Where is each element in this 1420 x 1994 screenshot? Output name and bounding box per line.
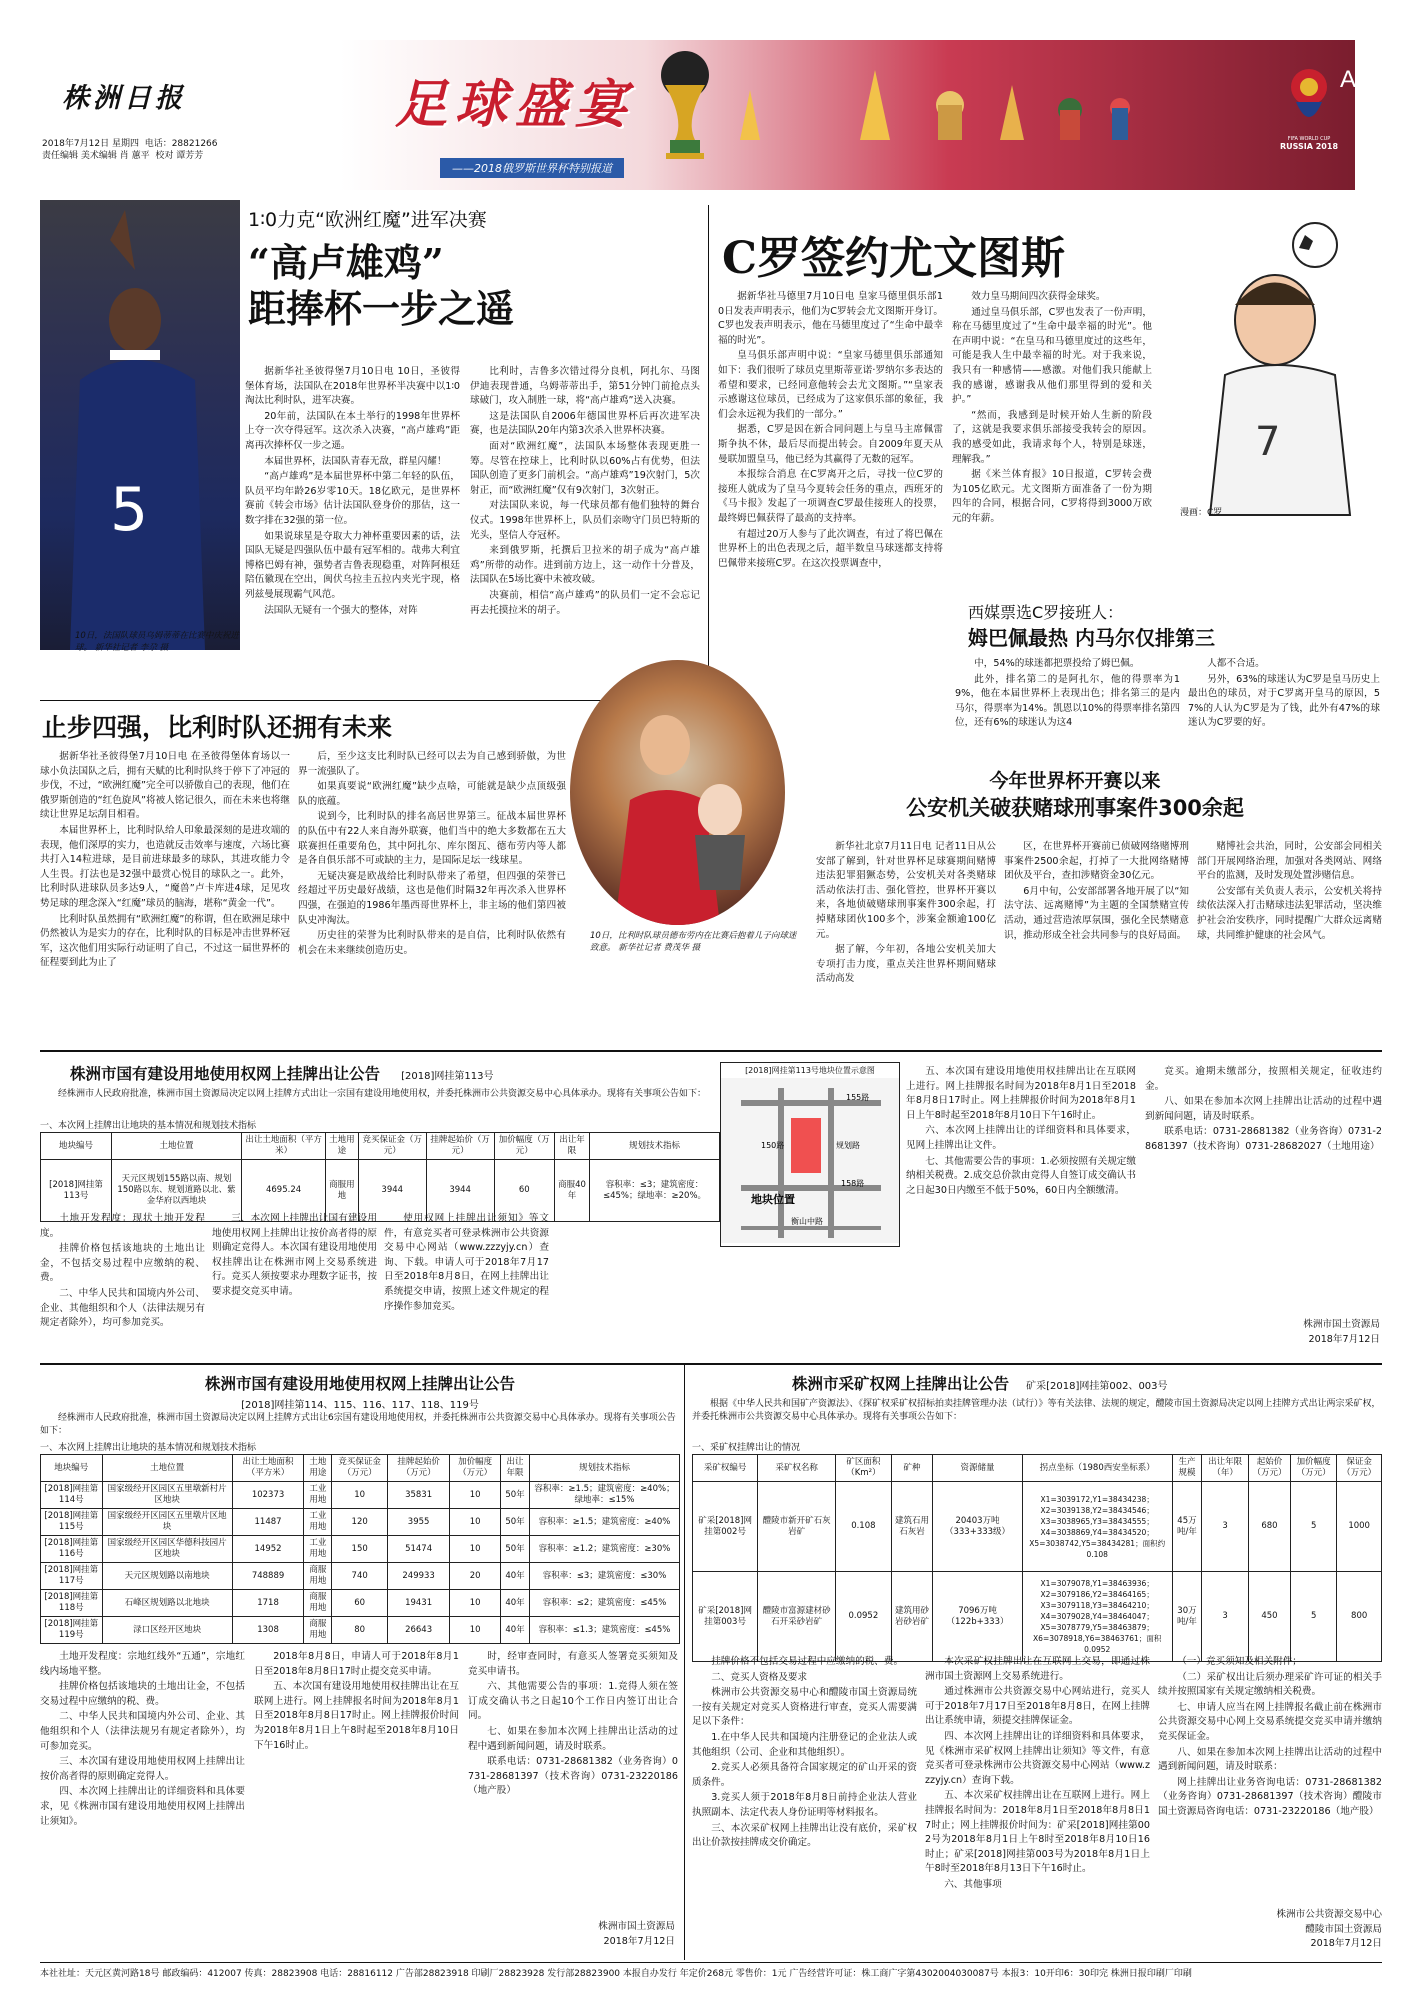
story1-kicker: 1∶0力克“欧洲红魔”进军决赛 [248,209,487,231]
story4-headline [850,768,1300,822]
ad1-ref: [2018]网挂第113号 [401,1071,494,1082]
ad3-ref: 矿采[2018]网挂第002、003号 [1026,1381,1168,1392]
photo-umtiti [40,200,240,650]
ad2-signature: 株洲市国土资源局 2018年7月12日 [598,1921,675,1947]
ad2-table-caption: 一、本次网上挂牌出让地块的基本情况和规划技术指标 [40,1443,257,1453]
map-label-155: 155路 [846,1093,870,1102]
ad3-body-col1: 挂牌价格不包括交易过程中应缴纳的税、费。 二、竞买人资格及要求 株洲市公共资源交易中心和醴陵市国土资源局统一按有关规定对竞买人资格进行审查，竞买人需要满足以下条件： 1.在中华人民共和国境内注册登记的企业法人或其他组织（公司、企业和其他组织）。 2.竞买人必须具备符合国家规定的矿山开采的资质条件。 3.竞买人须于2018年8月8日前持企业法人营业执照副本、法定代表人身份证明等材料报名。 三、本次采矿权网上挂牌出让没有底价，采矿权出让价款按挂牌成交价确定。 [692,1656,917,1849]
ad1-body-col2: 三、本次网上挂牌出让国有建设用地使用权网上挂牌出让按价高者得的原则确定竞得人。本次国有建设用地使用权挂牌出让在株洲市网上交易系统进行。竞买人须按要求办理数字证书，按要求提交竞买申请。 [212,1213,377,1297]
ad1-table-caption: 一、本次网上挂牌出让地块的基本情况和规划技术指标 [40,1121,257,1131]
ad2-ref: [2018]网挂第114、115、116、117、118、119号 [241,1400,479,1411]
story2-headline: C罗签约尤文图斯 [722,233,1066,284]
divider-horizontal-2 [40,1050,1382,1052]
cartoon-caption: 漫画：C罗 [1180,508,1223,518]
date-line: 2018年7月12日 星期四 电话：28821266 责任编辑 美术编辑 肖 蕙平 校对 谭芳芳 [42,139,218,161]
ad2-title: 株洲市国有建设用地使用权网上挂牌出让公告 [204,1375,515,1393]
ad1-map [720,1062,900,1247]
story4-col2: 区，在世界杯开赛前已侦破网络赌博刑事案件2500余起，打掉了一大批网络赌博团伙及平台，查扣涉赌资金30亿元。 6月中旬，公安部部署各地开展了以“知法守法、远离赌博”为主题的全国禁赌宣传活动，通过营造浓厚氛围，强化全民禁赌意识，推动形成全社会共同参与的良好局面。 [1004,841,1189,941]
ad1-map-title: [2018]网挂第113号地块位置示意图 [745,1066,875,1075]
story1-headline-line2: 距捧杯一步之遥 [248,286,515,331]
cartoon-ronaldo [1165,215,1380,535]
story3-col2: 后，至少这支比利时队已经可以去为自己感到骄傲，为世界一流强队了。 如果真要说“欧洲红魔”缺少点啥，可能就是缺少点顶级强队的底蕴。 说到今，比利时队的排名高居世界第三。征战本届世界杯的队伍中有22人来自海外联赛，他们当中的绝大多数都在五大联赛担任重要角色，其中阿扎尔、库尔图瓦、德布劳内等人都是各自俱乐部不可或缺的主力，是国际足坛一线球星。 无疑决赛是欧战给比利时队带来了希望，但四强的荣誉已经超过平历史最好战绩，这也是他们时隔32年再次杀入世界杯四强，在强迫的1986年墨西哥世界杯上，非主场的他们第四被队史冲淘汰。 历史往的荣誉为比利时队带来的是自信，比利时队依然有机会在未来继续创造历史。 [298,751,566,956]
paper-name: 株洲日报 [62,83,186,114]
story1-headline [248,240,628,332]
ad1-body-col3: 使用权网上挂牌出让须知》等文件，有意竞买者可登录株洲市公共资源交易中心网站（www.zzzyjy.cn）查询、下载。申请人可于2018年7月17日至2018年8月8日，在网上挂牌出让系统提交申请，按照上述文件规定的程序操作参加竞买。 [384,1213,549,1312]
story3-col1: 据新华社圣彼得堡7月10日电 在圣彼得堡体育场以一球小负法国队之后，拥有天赋的比利时队终于停下了冲冠的步伐，不过，“欧洲红魔”完全可以骄傲自己的表现，他们在俄罗斯创造的“红色旋风”将被人铭记很久，而在未来也将继续让世界足坛刮目相看。 本届世界杯上，比利时队给人印象最深刻的是进攻端的表现，他们深厚的实力，也造就反击效率与速度，六场比赛共打入14粒进球，是目前进球最多的球队，其进攻能力令人生畏。打法也是32强中最赏心悦目的球队之一。此外，比利时队进球队员多达9人，“魔兽”卢卡库进4球，足见攻势足球的理念深入“红魔”球员的脑海，堪称“黄金一代”。 比利时队虽然拥有“欧洲红魔”的称谓，但在欧洲足球中仍然被认为是实力的存在，比利时队的目标是冲击世界杯冠军，这次他们用实际行动证明了自己，不过这一届世界杯的征程要到此为止了 [40,751,290,969]
map-label-hengshan: 衡山中路 [791,1217,823,1226]
ad3-signature: 株洲市公共资源交易中心 醴陵市国土资源局 2018年7月12日 [1276,1909,1382,1950]
trophy-icon [630,45,740,165]
ad2-body-col3: 时，经审查同时，有意买人签署竞买须知及竞买申请书。 六、其他需要公告的事项：1.竞得人须在签订成交确认书之日起10个工作日内签订出让合同。 七、如果在参加本次网上挂牌出让活动的过程中遇到新闻问题，请及时联系。 联系电话：0731-28681382（业务咨询）0731-28681397（技术咨询）0731-23220186（地产股） [468,1651,678,1797]
story1-col2: 比利时，吉鲁多次错过得分良机，阿扎尔、马图伊迪表现普通，乌姆蒂蒂出手，第51分钟门前抢点头球破门，攻入制胜一球，将“高卢雄鸡”送入决赛。 这是法国队自2006年德国世界杯后再次进军决赛，也是法国队20年内第3次杀入世界杯决赛。 面对“欧洲红魔”，法国队本场整体表现更胜一筹。尽管在控球上，比利时队以60%占有优势，但法国队创造了更多门前机会。“高卢雄鸡”19次射门，5次射正，而“欧洲红魔”仅有9次射门，3次射正。 对法国队来说，每一代球员都有他们独特的舞台仪式。1998年世界杯上，队员们亲吻守门员巴特斯的光头，坚信人夺冠杯。 来到俄罗斯，托撰后卫拉米的胡子成为“高卢雄鸡”所带的动作。进到前方边上，这一动作十分普及，法国队在5场比赛中未被攻破。 决赛前，相信“高卢雄鸡”的队员们一定不会忘记再去托摸拉米的胡子。 [470,366,700,616]
section-title: 足球盛宴 [395,74,636,135]
world-cup-logo-icon [1278,62,1340,152]
map-label-150: 150路 [761,1141,785,1150]
ad2-body-col2: 2018年8月8日，申请人可于2018年8月1日至2018年8月8日17时止提交竞买申请。 五、本次国有建设用地使用权挂牌出让在互联网上进行。网上挂牌报名时间为2018年8月1日至2018年8月8日17时止。网上挂牌报价时间为2018年8月1日上午8时起至2018年8月10日下午16时止。 [254,1651,459,1751]
story4-headline-line2: 公安机关破获赌球刑事案件300余起 [906,796,1244,820]
logo-text: FIFA WORLD CUP [1287,136,1331,142]
story2-sub-headline: 姆巴佩最热 内马尔仅排第三 [968,626,1215,650]
footer-info: 本社社址：天元区黄河路18号 邮政编码：412007 传真：28823908 电话：28816112 广告部28823918 印刷厂28823928 发行部28823900 本报自办发行 年定价268元 零售价：1元 广告经营许可证：株工商广字第4302004030087号 本报3：10开印6：30印完 株洲日报印刷厂印刷 [40,1969,1192,1979]
section-subtitle: ——2018俄罗斯世界杯特别报道 [440,158,624,178]
story3-headline: 止步四强，比利时队还拥有未来 [42,713,393,742]
ad1-title: 株洲市国有建设用地使用权网上挂牌出让公告 [70,1065,381,1083]
map-label-site: 地块位置 [751,1193,795,1206]
story4-col1: 新华社北京7月11日电 记者11日从公安部了解到，针对世界杯足球赛期间赌博违法犯罪猖獗态势，公安机关对各类赌球活动依法打击、强化管控，世界杯开赛以来，各地侦破赌球刑事案件300余起，打掉赌球团伙100多个，涉案金额逾100亿元。 据了解，今年初，各地公安机关加大专项打击力度，重点关注世界杯期间赌球活动高发 [816,841,996,985]
story2-sub-col1: 中，54%的球迷都把票投给了姆巴佩。 此外，排名第二的是阿扎尔，他的得票率为19%，他在本届世界杯上表现出色；排名第三的是内马尔，得票率为14%。凯恩以10%的得票率排名第四位，还有6%的球迷认为这4 [955,658,1180,729]
ad1-body-col5: 竞买。逾期未缴部分，按照相关规定，征收违约金。 八、如果在参加本次网上挂牌出让活动的过程中遇到新闻问题，请及时联系。 联系电话：0731-28681382（业务咨询）0731-28681397（技术咨询）0731-28682027（土地用途） [1145,1066,1382,1152]
page-number: A4 [1340,66,1370,93]
story4-col3: 赌博社会共治，同时，公安部会同相关部门开展网络治理，加强对各类网站、网络平台的监测，及时发现处置涉赌信息。 公安部有关负责人表示，公安机关将持续依法深入打击赌球违法犯罪活动，坚决维护社会治安秩序，同时提醒广大群众远离赌球，共同维护健康的社会风气。 [1197,841,1382,941]
ad1-body-col1: 土地开发程度：现状土地开发程度。 挂牌价格包括该地块的土地出让金，不包括交易过程中应缴纳的税、费。 二、中华人民共和国境内外公司、企业、其他组织和个人（法律法规另有规定者除外），均可参加竞买。 [40,1213,205,1329]
ad1-header [40,1062,740,1084]
story2-col1: 据新华社马德里7月10日电 皇家马德里俱乐部10日发表声明表示，他们为C罗转会尤文图斯开身订。C罗也发表声明表示，他在马德里度过了“生命中最幸福的时光”。 皇马俱乐部声明中说：“皇家马德里俱乐部通知如下：我们很听了球员克里斯蒂亚诺·罗纳尔多表达的希望和要求，已经同意他转会去尤文图斯。”“皇家表示感谢这位球员，已经成为了这家俱乐部的象征，我们会永远视为我们的一部分。” 据悉，C罗是因在新合同问题上与皇马主席佩雷斯争执不休，最后尽而提出转会。自2009年夏天从曼联加盟皇马，他已经为其赢得了无数的冠军。 本报综合消息 在C罗离开之后，寻找一位C罗的接班人就成为了皇马今夏转会任务的重点，西班牙的《马卡报》发起了一项调查C罗最佳接班人的投票，最终姆巴佩获得了最高的支持率。 有超过20万人参与了此次调查，有过了将巴佩在世界杯上的出色表现之后，超半数皇马球迷都支持将巴佩带来接班C罗。在这次投票调查中， [718,291,943,569]
divider-horizontal-3 [40,1363,1382,1365]
story1-headline-line1: “高卢雄鸡” [248,240,444,285]
photo-caption-umtiti: 10日，法国队球员乌姆蒂蒂在比赛中庆祝进球。 新华社记者 李尕 摄 [75,631,239,653]
map-label-planned: 规划路 [836,1141,860,1150]
logo-country: RUSSIA 2018 [1279,142,1339,151]
ad3-header [692,1372,1382,1394]
svg-text:5: 5 [110,475,149,545]
ad2-table: 地块编号 土地位置 出让土地面积（平方米） 土地用途 竞买保证金（万元） 挂牌起始价（万元） 加价幅度（万元） 出让年限 规划技术指标 [2018]网挂第114号 国家级经开区园区五里墩新村片区地块 102373 工业用地 10 35831 10 50年 容积率：≥1.5；建筑密度：≥40%；绿地率：≤15% [2018]网挂第115号 国家级经开区园区五里墩片区地块 11487 工业用地 120 3955 10 50年 容积率：≥1.5；建筑密度：≥40% [2018]网挂第116号 国家级经开区园区华德科技园片区地块 14952 工业用地 150 51474 10 50年 容积率：≥1.2；建筑密度：≥30% [2018]网挂第117号 天元区规划路以南地块 748889 商服用地 740 249933 20 40年 容积率：≤3；建筑密度：≤30% [2018]网挂第118号 石峰区规划路以北地块 1718 商服用地 60 19431 10 40年 容积率：≤2；建筑密度：≤45% [2018]网挂第119号 渌口区经开区地块 1308 商服用地 80 26643 10 40年 容积率：≤1.3；建筑密度：≤45% [40,1454,680,1644]
ad3-body-col3: （一）竞买须知及相关附件； （二）采矿权出让后须办理采矿许可证的相关手续并按照国家有关规定缴纳相关税费。 七、申请人应当在网上挂牌报名截止前在株洲市公共资源交易中心网上交易系统提交竞买申请并缴纳竞买保证金。 八、如果在参加本次网上挂牌出让活动的过程中遇到新闻问题，请及时联系： 网上挂牌出让业务咨询电话：0731-28681382（业务咨询）0731-28681397（技术咨询）醴陵市国土资源局咨询电话：0731-23220186（地产股） [1158,1656,1382,1817]
story2-sub-col2: 人都不合适。 另外，63%的球迷认为C罗是皇马历史上最出色的球员，对于C罗离开皇马的原因，57%的人认为C罗是为了钱，此外有47%的球迷认为C罗要的好。 [1188,658,1380,729]
footer-rule [40,1962,1382,1963]
ad2-body-col1: 土地开发程度：宗地红线外“五通”，宗地红线内场地平整。 挂牌价格包括该地块的土地出让金，不包括交易过程中应缴纳的税、费。 二、中华人民共和国境内外公司、企业、其他组织和个人（法律法规另有规定者除外），均可参加竞买。 三、本次国有建设用地使用权网上挂牌出让按价高者得的原则确定竞得人。 四、本次网上挂牌出让的详细资料和具体要求，见《株洲市国有建设用地使用权网上挂牌出让须知》。 [40,1651,245,1827]
story2-col2: 效力皇马期间四次获得金球奖。 通过皇马俱乐部，C罗也发表了一份声明，称在马德里度过了“生命中最幸福的时光”。他在声明中说：“在皇马和马德里度过的这些年，可能是我人生中最幸福的时光。对于我来说，我只有一种感情——感激。对他们我只能献上我的感谢，感谢我从他们那里得到的爱和关护。” “然而，我感到是时候开始人生新的阶段了，这就是我要求俱乐部接受我转会的原因。我的感受如此，我请求每个人，特别是球迷，理解我。” 据《米兰体育报》10日报道，C罗转会费为105亿欧元。尤文图斯方面准备了一份为期四年的合同，根据合同，C罗将得到3000万欧元的年薪。 [952,291,1152,524]
masthead [0,0,1420,200]
ad1-intro: 经株洲市人民政府批准，株洲市国土资源局决定以网上挂牌方式出让一宗国有建设用地使用权，并委托株洲市公共资源交易中心具体承办。现将有关事项公告如下： [58,1089,707,1099]
ad3-body-col2: 本次采矿权挂牌出让在互联网上交易，即通过株洲市国土资源网上交易系统进行。 通过株洲市公共资源交易中心网站进行，竞买人可于2018年7月17日至2018年8月8日，在网上挂牌出让系统申请，须提交挂牌保证金。 四、本次网上挂牌出让的详细资料和具体要求，见《株洲市采矿权网上挂牌出让须知》等文件，有意竞买者可登录株洲市公共资源交易中心网站（www.zzzyjy.cn）查询下载。 五、本次采矿权挂牌出让在互联网上进行。网上挂牌报名时间为：2018年8月1日至2018年8月8日17时止；网上挂牌报价时间为：矿采[2018]网挂第002号为2018年8月1日上午8时至2018年8月10日16时止；矿采[2018]网挂第003号为2018年8月1日上午8时至2018年8月13日下午16时止。 六、其他事项 [925,1656,1150,1890]
ad1-body-col4: 五、本次国有建设用地使用权挂牌出让在互联网上进行。网上挂牌报名时间为2018年8月1日至2018年8月8日17时止。网上挂牌报价时间为2018年8月1日上午8时起至2018年8月10日下午16时止。 六、本次网上挂牌出让的详细资料和具体要求，见网上挂牌出让文件。 七、其他需要公告的事项：1.必须按照有关规定缴纳相关税费。2.成交总价款由竞得人自签订成交确认书之日起30日内缴至不低于50%，60日内全额缴清。 [906,1066,1136,1196]
photo-de-bruyne [570,660,785,925]
divider-vertical-mid [708,205,709,700]
ad1-table: 地块编号 土地位置 出让土地面积（平方米） 土地用途 竞买保证金（万元） 挂牌起始价（万元） 加价幅度（万元） 出让年限 规划技术指标 [2018]网挂第113号 天元区规划155路以南、规划150路以东、规划道路以北、紫金华府以西地块 4695.24 商服用地 3944 3944 60 商服40年 容积率：≤3；建筑密度：≤45%；绿地率：≥20%。 [40,1132,720,1222]
ad1-signature: 株洲市国土资源局 2018年7月12日 [1303,1319,1380,1345]
ad2-intro: 经株洲市人民政府批准，株洲市国土资源局决定以网上挂牌方式出让6宗国有建设用地使用权，并委托株洲市公共资源交易中心具体承办。现将有关事项公告如下： [40,1413,676,1436]
svg-text:7: 7 [1255,419,1281,465]
story2-sub-kicker: 西媒票选C罗接班人： [968,603,1124,622]
banner-skyline [700,50,1180,150]
story4-headline-line1: 今年世界杯开赛以来 [989,770,1161,792]
story1-col1: 据新华社圣彼得堡7月10日电 10日，圣彼得堡体育场，法国队在2018年世界杯半决赛中以1∶0淘汰比利时队，进军决赛。 20年前，法国队在本土举行的1998年世界杯上夺一次夺得冠军。这次杀入决赛，“高卢雄鸡”距离再次捧杯仅一步之遥。 本届世界杯，法国队青春无敌，群星闪耀！ “高卢雄鸡”是本届世界杯中第二年轻的队伍，队员平均年龄26岁零10天。18亿欧元，是世界杯赛前《转会市场》估计法国队登身价的那估，这一数字排在32强的第一位。 如果说球星是夺取大力神杯重要因素的话，法国队无疑是四强队伍中最有冠军相的。哉弗大利宜博格巴姆有神，强势者吉鲁表现稳重，对阵阿根廷陪伍徽现在空出，闽伏乌拉圭五拉内夹光宇现，格列兹曼展现霸气风范。 法国队无疑有一个强大的整体，对阵 [245,366,460,616]
ad3-table-caption: 一、采矿权挂牌出让的情况 [692,1443,801,1453]
divider-vertical-ads [684,1365,685,1960]
ad3-title: 株洲市采矿权网上挂牌出让公告 [792,1375,1010,1393]
map-label-158: 158路 [841,1179,865,1188]
ad3-intro: 根据《中华人民共和国矿产资源法》、《探矿权采矿权招标拍卖挂牌管理办法（试行）》等有关法律、法规的规定，醴陵市国土资源局决定以网上挂牌方式出让两宗采矿权，并委托株洲市公共资源交易中心具体承办。现将有关事项公告如下： [692,1399,1381,1422]
photo-caption-de-bruyne: 10日，比利时队球员德布劳内在比赛后抱着儿子向球迷致意。 新华社记者 费茂华 摄 [590,931,797,953]
ad3-table: 采矿权编号 采矿权名称 矿区面积（Km²） 矿种 资源储量 拐点坐标（1980西安坐标系） 生产规模 出让年限（年） 起始价（万元） 加价幅度（万元） 保证金（万元） 矿采[2018]网挂第002号 醴陵市新开矿石灰岩矿 0.108 建筑石用石灰岩 20403万吨（333+333级） X1=3039172,Y1=38434238；X2=3039138,Y2=38434546；X3=3038965,Y3=38434555；X4=3038869,Y4=38434520；X5=3038742,Y5=38434281；面积约0.108 45万吨/年 3 680 5 1000 矿采[2018]网挂第003号 醴陵市富源建材砂石开采砂岩矿 0.0952 建筑用砂岩砂岩矿 7096万吨（122b+333） X1=3079078,Y1=38463936；X2=3079186,Y2=38464165；X3=3079118,Y3=38464210；X4=3079028,Y4=38464047；X5=3078779,Y5=38463879；X6=3078918,Y6=38463761；面积0.0952 30万吨/年 3 450 5 800 [692,1454,1382,1662]
